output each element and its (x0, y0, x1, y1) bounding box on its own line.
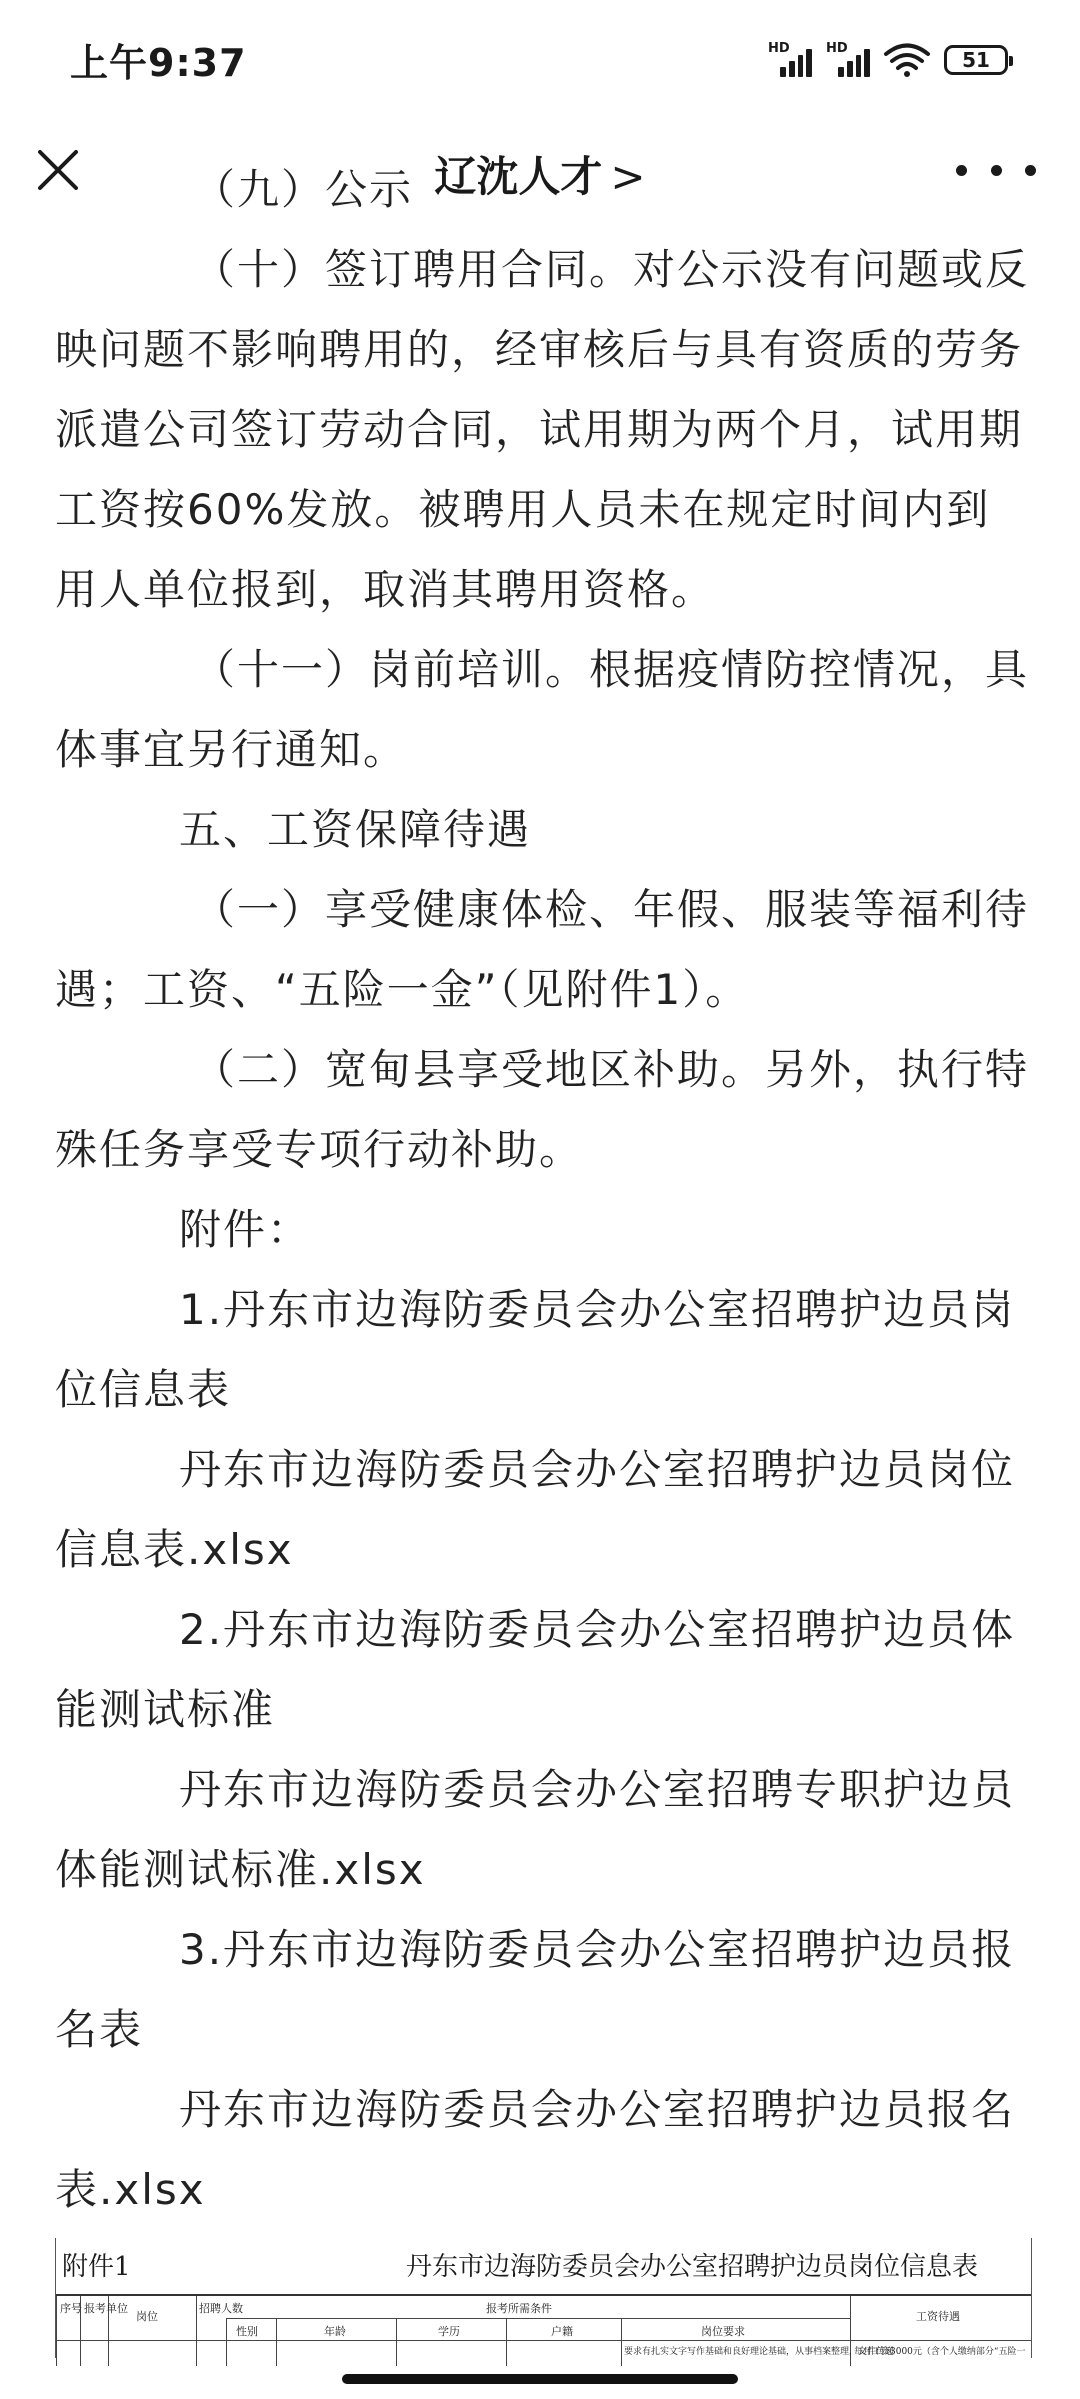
attachment-preview-image[interactable] (55, 2238, 1032, 2358)
header-age: 年龄 (324, 2325, 346, 2338)
paragraph: （一）享受健康体检、年假、服装等福利待遇；工资、“五险一金”（见附件1）。 (55, 885, 1030, 1014)
attachment-title: 3.丹东市边海防委员会办公室招聘护边员报名表 (55, 1925, 1016, 2054)
status-bar (0, 0, 1080, 120)
attachments-heading: 附件： (179, 1205, 312, 1254)
more-dot (991, 165, 1002, 176)
header-conditions: 报考所需条件 (486, 2302, 552, 2315)
attachment-file-link[interactable]: 丹东市边海防委员会办公室招聘护边员报名表.xlsx (55, 2085, 1016, 2214)
attachment-title: 1.丹东市边海防委员会办公室招聘护边员岗位信息表 (55, 1285, 1016, 1414)
header-seq: 序号 (60, 2302, 82, 2315)
more-button[interactable] (956, 150, 1036, 190)
header-requirement: 岗位要求 (701, 2325, 745, 2338)
paragraph: （二）宽甸县享受地区补助。另外，执行特殊任务享受专项行动补助。 (55, 1045, 1030, 1174)
cell-requirement: 要求有扎实文字写作基础和良好理论基础，从事档案整理，文件传递 (624, 2347, 895, 2357)
more-dot (956, 165, 967, 176)
nav-title: 辽沈人才 (434, 152, 603, 201)
paragraph: （十）签订聘用合同。对公示没有问题或反映问题不影响聘用的，经审核后与具有资质的劳务派遣公司签订劳动合同，试用期为两个月，试用期工资按60%发放。被聘用人员未在规定时间内到用人单位报到，取消其聘用资格。 (55, 245, 1030, 614)
header-salary: 工资待遇 (916, 2310, 960, 2323)
section-heading: 五、工资保障待遇 (179, 805, 532, 854)
attachment-file-link[interactable]: 丹东市边海防委员会办公室招聘专职护边员体能测试标准.xlsx (55, 1765, 1016, 1894)
signal-hd-label: HD (768, 41, 790, 56)
battery-level: 51 (962, 48, 990, 72)
header-household: 户籍 (551, 2325, 573, 2338)
header-gender: 性别 (236, 2325, 258, 2338)
more-dot (1025, 165, 1036, 176)
status-time: 上午9:37 (70, 41, 247, 85)
battery-icon (944, 45, 1008, 75)
signal-hd-label: HD (826, 41, 848, 56)
header-post: 岗位 (136, 2310, 158, 2323)
attachment-table (56, 2294, 1031, 2366)
chevron-right-icon: > (610, 152, 646, 201)
signal-icon (768, 43, 812, 77)
attachment-table-title: 丹东市边海防委员会办公室招聘护边员岗位信息表 (406, 2252, 979, 2282)
header-unit: 报考单位 (84, 2302, 128, 2315)
wifi-icon (884, 43, 930, 77)
header-education: 学历 (438, 2325, 460, 2338)
attachment-title: 2.丹东市边海防委员会办公室招聘护边员体能测试标准 (55, 1605, 1016, 1734)
status-icons (768, 38, 1008, 82)
home-indicator[interactable] (342, 2374, 738, 2384)
attachment-file-link[interactable]: 丹东市边海防委员会办公室招聘护边员岗位信息表.xlsx (55, 1445, 1016, 1574)
clipped-line: （九）公示 (193, 165, 414, 214)
attachment-label: 附件1 (62, 2252, 131, 2282)
header-count: 招聘人数 (199, 2302, 243, 2315)
signal-icon (826, 43, 870, 77)
paragraph: （十一）岗前培训。根据疫情防控情况，具体事宜另行通知。 (55, 645, 1030, 774)
cell-salary: 每月工资3000元（含个人缴纳部分“五险一 (854, 2347, 1026, 2357)
